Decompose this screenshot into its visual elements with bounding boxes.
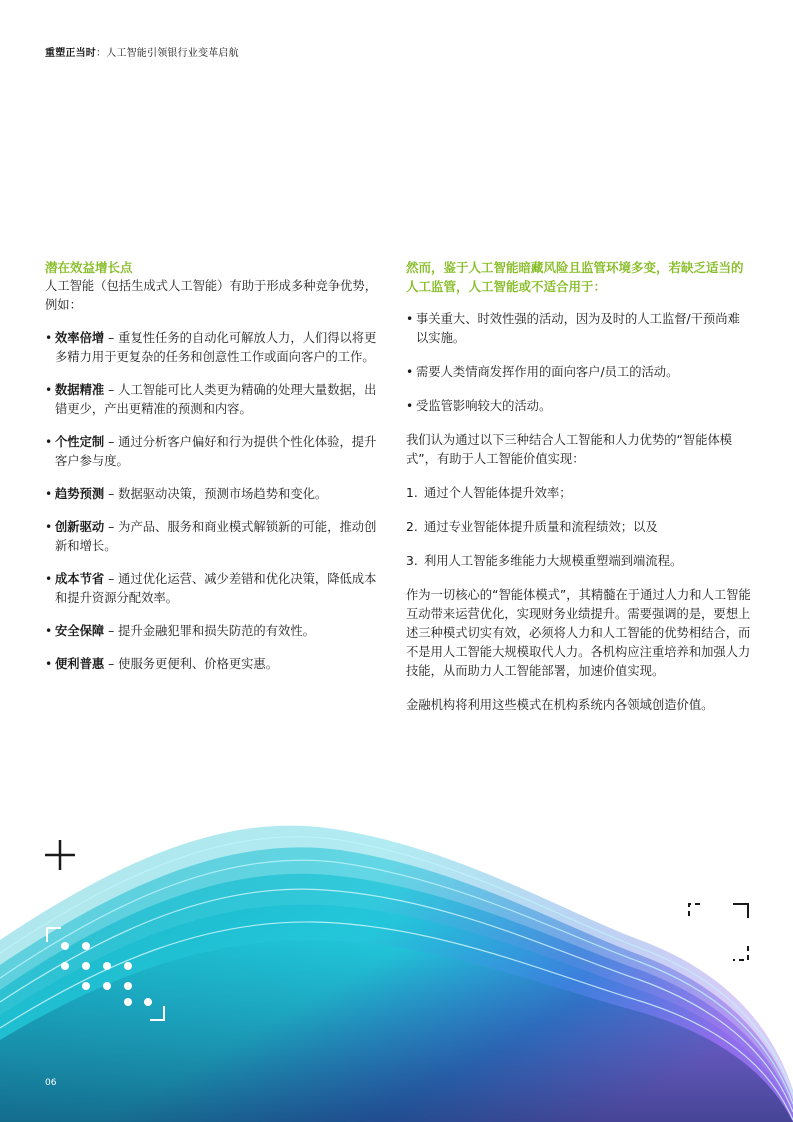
- header-rest: ：人工智能引领银行业变革启航: [96, 48, 239, 59]
- benefit-term: 安全保障: [55, 624, 105, 638]
- benefit-term: 成本节省: [55, 572, 105, 586]
- wave-illustration: [0, 790, 793, 1122]
- step-number: 3.: [406, 554, 418, 568]
- list-item: [45, 655, 387, 674]
- header-bold: 重塑正当时: [45, 48, 96, 59]
- step-text: 通过个人智能体提升效率；: [424, 486, 572, 500]
- benefit-list: [45, 329, 387, 674]
- step-number: 1.: [406, 486, 418, 500]
- bullet-icon: •: [45, 331, 53, 345]
- list-item: [406, 363, 751, 382]
- benefit-text: – 提升金融犯罪和损失防范的有效性。: [104, 624, 315, 638]
- risk-text: 受监管影响较大的活动。: [416, 399, 552, 413]
- list-item: [406, 518, 751, 537]
- benefit-text: – 数据驱动决策，预测市场趋势和变化。: [104, 487, 328, 501]
- bullet-icon: •: [45, 383, 53, 397]
- benefit-term: 数据精准: [55, 383, 105, 397]
- agent-mode-list: [406, 484, 751, 571]
- agent-mode-body: 作为一切核心的“智能体模式”，其精髓在于通过人力和人工智能互动带来运营优化，实现财务业绩提升。需要强调的是，要想上述三种模式切实有效，必须将人力和人工智能的优势相结合，而不是用人工智能大规模取代人力。各机构应注重培养和加强人力技能，从而助力人工智能部署，加速价值实现。: [406, 588, 751, 678]
- bullet-icon: •: [406, 365, 414, 379]
- list-item: [45, 485, 387, 504]
- risk-text: 需要人类情商发挥作用的面向客户/员工的活动。: [416, 365, 679, 379]
- left-heading: 潜在效益增长点: [45, 260, 133, 275]
- bullet-icon: •: [45, 572, 53, 586]
- running-header: [45, 44, 239, 59]
- bullet-icon: •: [45, 487, 53, 501]
- list-item: [45, 381, 387, 419]
- list-item: [45, 622, 387, 641]
- benefit-term: 效率倍增: [55, 331, 105, 345]
- list-item: [406, 397, 751, 416]
- right-column: [406, 258, 751, 730]
- wave-layers: [0, 826, 793, 1122]
- benefit-text: – 为产品、服务和商业模式解锁新的可能，推动创新和增长。: [55, 520, 377, 553]
- risk-text: 事关重大、时效性强的活动，因为及时的人工监督/干预尚难以实施。: [416, 312, 740, 345]
- list-item: [45, 329, 387, 367]
- bullet-icon: •: [45, 624, 53, 638]
- step-text: 利用人工智能多维能力大规模重塑端到端流程。: [424, 554, 683, 568]
- bullet-icon: •: [45, 520, 53, 534]
- plus-icon: [45, 840, 75, 870]
- benefit-term: 便利普惠: [55, 657, 105, 671]
- list-item: [406, 484, 751, 503]
- closing-paragraph: 金融机构将利用这些模式在机构系统内各领域创造价值。: [406, 698, 714, 712]
- focus-frame-icon: [689, 904, 748, 960]
- right-heading: 然而，鉴于人工智能暗藏风险且监管环境多变，若缺乏适当的人工监管，人工智能或不适合用于：: [406, 260, 744, 294]
- benefit-term: 个性定制: [55, 435, 105, 449]
- risk-list: [406, 310, 751, 416]
- benefit-text: – 使服务更便利、价格更实惠。: [104, 657, 279, 671]
- agent-mode-intro: 我们认为通过以下三种结合人工智能和人力优势的“智能体模式”，有助于人工智能价值实现：: [406, 433, 733, 466]
- list-item: [45, 570, 387, 608]
- left-column: [45, 258, 387, 688]
- bullet-icon: •: [406, 399, 414, 413]
- benefit-text: – 通过优化运营、减少差错和优化决策，降低成本和提升资源分配效率。: [55, 572, 377, 605]
- bullet-icon: •: [45, 657, 53, 671]
- benefit-term: 创新驱动: [55, 520, 105, 534]
- benefit-term: 趋势预测: [55, 487, 105, 501]
- list-item: [406, 552, 751, 571]
- list-item: [406, 310, 751, 348]
- list-item: [45, 518, 387, 556]
- step-text: 通过专业智能体提升质量和流程绩效；以及: [424, 520, 658, 534]
- bullet-icon: •: [406, 312, 414, 326]
- left-intro: 人工智能（包括生成式人工智能）有助于形成多种竞争优势，例如：: [45, 279, 378, 312]
- page-number: 06: [45, 1078, 57, 1088]
- benefit-text: – 重复性任务的自动化可解放人力，人们得以将更多精力用于更复杂的任务和创意性工作或面向客户的工作。: [55, 331, 377, 364]
- benefit-text: – 人工智能可比人类更为精确的处理大量数据，出错更少，产出更精准的预测和内容。: [55, 383, 377, 416]
- bullet-icon: •: [45, 435, 53, 449]
- benefit-text: – 通过分析客户偏好和行为提供个性化体验，提升客户参与度。: [55, 435, 377, 468]
- list-item: [45, 433, 387, 471]
- step-number: 2.: [406, 520, 418, 534]
